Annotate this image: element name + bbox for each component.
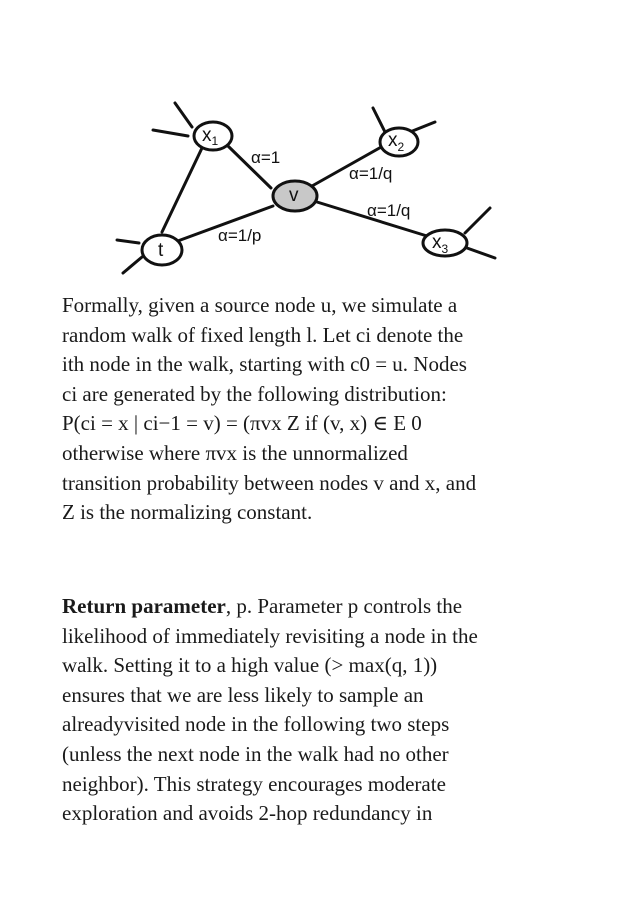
text-line: walk. Setting it to a high value (> max(q, 1)) — [62, 653, 438, 678]
x1-stub-1 — [175, 103, 192, 127]
x2-stub-1 — [373, 108, 385, 132]
text-line: Formally, given a source node u, we simulate a — [62, 293, 458, 317]
return-parameter-heading: Return parameter — [62, 594, 226, 618]
x3-stub-2 — [467, 248, 495, 258]
text-line: otherwise where πvx is the unnormalized — [62, 440, 408, 465]
node-t-label: t — [158, 240, 164, 261]
node-x2-label: $x_2$ — [388, 130, 405, 154]
edge-v-x1-label: α=1 — [251, 148, 281, 167]
x3-stub-1 — [465, 208, 490, 233]
text-line: ensures that we are less likely to sample an — [62, 682, 424, 707]
edge-v-x3-label: α=1/q — [367, 201, 411, 220]
t-stub-2 — [123, 257, 142, 273]
text-line: ci are generated by the following distribution: — [62, 381, 447, 406]
node-x3-label: $x_3$ — [432, 232, 449, 256]
text-line: Z is the normalizing constant. — [62, 500, 313, 525]
node-x1-label: $x_1$ — [202, 125, 219, 148]
text-line: (unless the next node in the walk had no other — [62, 741, 449, 766]
edge-x1-t — [162, 148, 202, 232]
edge-v-x2-label: α=1/q — [349, 164, 393, 183]
text-line: ith node in the walk, starting with c0 = u. Nodes — [62, 352, 467, 377]
text-line: transition probability between nodes v and x, and — [62, 470, 477, 495]
paragraph-return-parameter — [62, 592, 582, 829]
text-run: , p. Parameter p controls the — [225, 594, 463, 618]
random-walk-graph — [105, 100, 505, 280]
node-v-label: v — [289, 185, 299, 206]
text-line: exploration and avoids 2-hop redundancy in — [62, 801, 433, 826]
text-line — [62, 592, 582, 622]
random-walk-figure — [105, 100, 505, 280]
x1-stub-2 — [153, 130, 188, 136]
text-line: alreadyvisited node in the following two steps — [62, 712, 450, 737]
t-stub-1 — [117, 240, 139, 243]
text-line: likelihood of immediately revisiting a node in the — [62, 623, 478, 648]
text-line: P(ci = x | ci−1 = v) = (πvx Z if (v, x) ∈ E 0 — [62, 411, 422, 436]
text-line: neighbor). This strategy encourages moderate — [62, 771, 446, 796]
edge-v-t-label: α=1/p — [218, 226, 262, 245]
x2-stub-2 — [410, 122, 435, 132]
paragraph-random-walk-definition — [62, 291, 582, 528]
text-line: random walk of fixed length l. Let ci denote the — [62, 322, 464, 347]
